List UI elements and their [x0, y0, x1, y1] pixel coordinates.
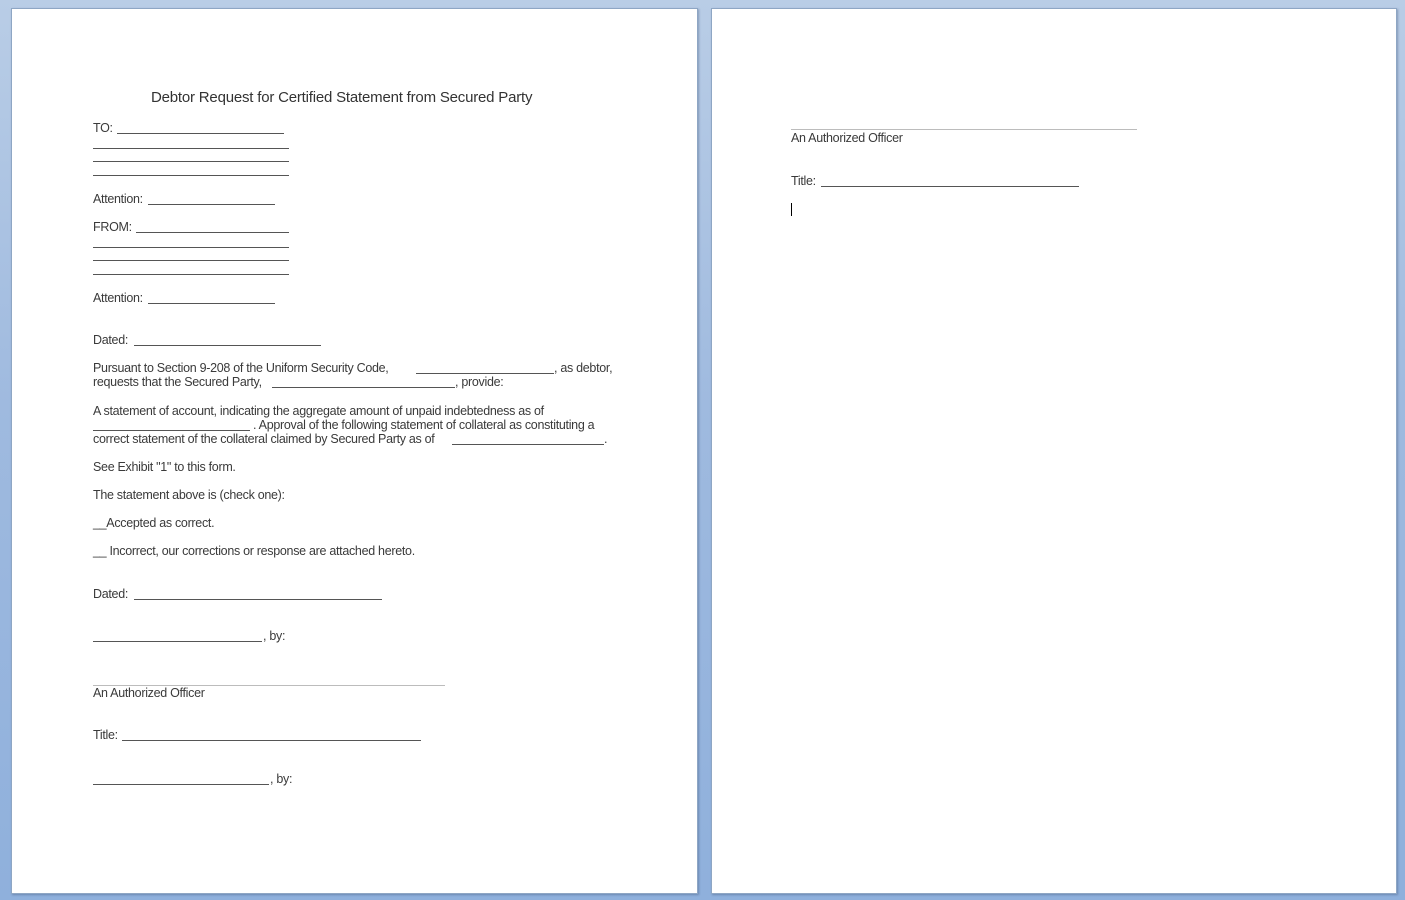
- para2-text-a: A statement of account, indicating the aggregate amount of unpaid indebtedness as of: [93, 404, 544, 418]
- officer-label-1: An Authorized Officer: [93, 686, 205, 700]
- by-label-2: , by:: [270, 772, 293, 786]
- document-page-2[interactable]: [711, 8, 1397, 894]
- as-of-date-blank-1[interactable]: [93, 430, 250, 431]
- para2-text-c: correct statement of the collateral claimed by Secured Party as of: [93, 432, 435, 446]
- para1-text-b: , as debtor,: [554, 361, 613, 375]
- attention-blank-1[interactable]: [148, 204, 275, 205]
- dated-label-1: Dated:: [93, 333, 129, 347]
- by-label-1: , by:: [263, 629, 286, 643]
- exhibit-line: See Exhibit "1" to this form.: [93, 460, 236, 474]
- from-label: FROM:: [93, 220, 132, 234]
- document-title: Debtor Request for Certified Statement from Secured Party: [151, 89, 533, 106]
- attention-label-2: Attention:: [93, 291, 143, 305]
- para2-text-b: . Approval of the following statement of collateral as constituting a: [253, 418, 595, 432]
- dated-label-2: Dated:: [93, 587, 129, 601]
- officer-label-2: An Authorized Officer: [791, 131, 903, 145]
- para1-text-a: Pursuant to Section 9-208 of the Uniform Security Code,: [93, 361, 389, 375]
- paragraph-2-line-2: [93, 418, 618, 432]
- para1-text-c: requests that the Secured Party,: [93, 375, 262, 389]
- title-label-2: Title:: [791, 174, 816, 188]
- check-intro: The statement above is (check one):: [93, 488, 285, 502]
- to-address-line-2[interactable]: [93, 161, 289, 162]
- paragraph-1-line-1: [93, 361, 618, 375]
- attention-label-1: Attention:: [93, 192, 143, 206]
- title-blank-2[interactable]: [821, 186, 1079, 187]
- signature-name-blank-2[interactable]: [93, 784, 269, 785]
- to-label: TO:: [93, 121, 113, 135]
- dated-blank-1[interactable]: [134, 345, 321, 346]
- option-incorrect[interactable]: __ Incorrect, our corrections or response are attached hereto.: [93, 544, 415, 558]
- from-blank-line[interactable]: [136, 232, 289, 233]
- text-cursor: [791, 203, 792, 216]
- title-blank-1[interactable]: [122, 740, 421, 741]
- paragraph-1-line-2: [93, 375, 618, 389]
- from-address-line-3[interactable]: [93, 274, 289, 275]
- title-label-1: Title:: [93, 728, 118, 742]
- paragraph-2-line-1: [93, 404, 618, 418]
- signature-line-2[interactable]: [791, 129, 1137, 130]
- as-of-date-blank-2[interactable]: [452, 444, 604, 445]
- document-page-1[interactable]: [11, 8, 698, 894]
- para2-text-d: .: [604, 432, 608, 446]
- paragraph-2-line-3: [93, 432, 618, 446]
- signature-name-blank-1[interactable]: [93, 641, 262, 642]
- para1-text-d: , provide:: [455, 375, 504, 389]
- to-address-line-3[interactable]: [93, 175, 289, 176]
- secured-party-blank[interactable]: [272, 387, 455, 388]
- from-address-line-1[interactable]: [93, 247, 289, 248]
- option-accepted[interactable]: __Accepted as correct.: [93, 516, 215, 530]
- dated-blank-2[interactable]: [134, 599, 382, 600]
- to-blank-line[interactable]: [117, 133, 284, 134]
- debtor-name-blank[interactable]: [416, 373, 554, 374]
- to-address-line-1[interactable]: [93, 148, 289, 149]
- from-address-line-2[interactable]: [93, 260, 289, 261]
- attention-blank-2[interactable]: [148, 303, 275, 304]
